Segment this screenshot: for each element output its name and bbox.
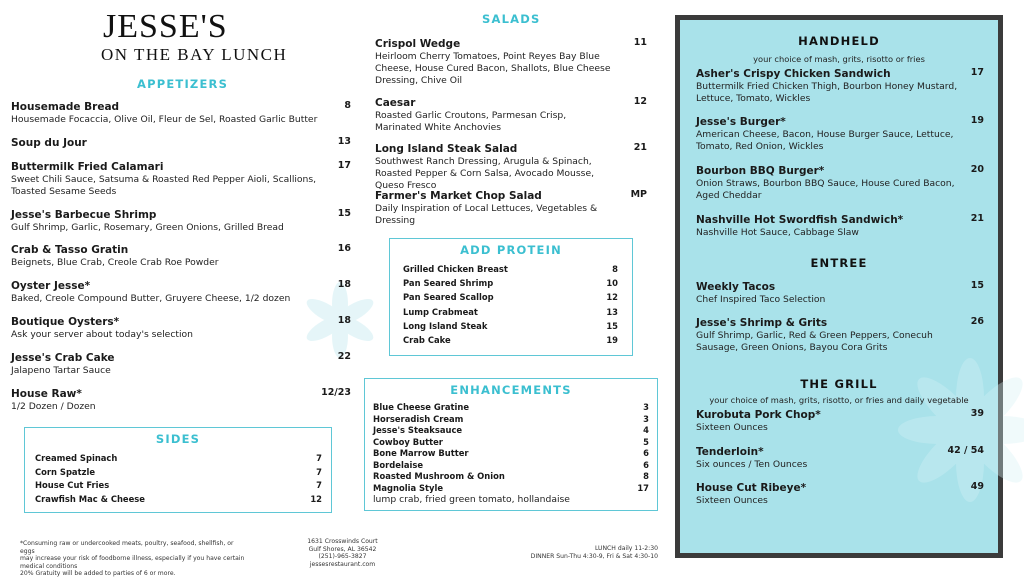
row-name: House Cut Fries (35, 480, 110, 490)
menu-item-price: 15 (337, 208, 351, 219)
menu-item-description: Onion Straws, Bourbon BBQ Sauce, House Cured Bacon, Aged Cheddar (696, 178, 955, 201)
address-block (300, 538, 385, 568)
salads-list (375, 37, 647, 229)
menu-item-name: Tenderloin* (696, 446, 764, 458)
sides-box (24, 427, 332, 513)
add-protein-list (403, 264, 618, 350)
menu-item-name: Kurobuta Pork Chop* (696, 409, 821, 421)
menu-item-price: 49 (970, 481, 984, 492)
price-row (373, 402, 649, 413)
price-row (403, 307, 618, 318)
menu-item (11, 315, 351, 341)
menu-item-name: Weekly Tacos (696, 281, 776, 293)
price-row (403, 278, 618, 289)
menu-item-price: 42 / 54 (947, 445, 984, 456)
menu-item-price: 21 (970, 213, 984, 224)
menu-item (696, 67, 984, 105)
menu-item-description: Roasted Garlic Croutons, Parmesan Crisp, Marinated White Anchovies (375, 110, 567, 133)
menu-item-description: Gulf Shrimp, Garlic, Rosemary, Green Onions, Grilled Bread (11, 222, 284, 233)
row-price: 6 (643, 448, 649, 458)
menu-item (11, 160, 351, 198)
menu-item (11, 387, 351, 413)
price-row (35, 494, 322, 505)
menu-item (11, 136, 351, 150)
menu-item-price: 21 (633, 142, 647, 153)
disclaimer (20, 540, 250, 578)
menu-item-description: Southwest Ranch Dressing, Arugula & Spinach, Roasted Pepper & Corn Salsa, Avocado Mousse, Queso Fresco (375, 156, 595, 191)
menu-item (11, 100, 351, 126)
menu-item-name: Nashville Hot Swordfish Sandwich* (696, 214, 904, 226)
row-price: 12 (606, 292, 618, 303)
menu-item (11, 279, 351, 305)
price-row (403, 335, 618, 346)
sides-list (35, 453, 322, 507)
price-row (373, 448, 649, 459)
row-name: Bone Marrow Butter (373, 448, 469, 458)
menu-item-name: Jesse's Burger* (696, 116, 786, 128)
price-row (373, 414, 649, 425)
menu-item (696, 408, 984, 434)
menu-item-description: Ask your server about today's selection (11, 329, 193, 340)
row-price: 3 (643, 413, 649, 424)
menu-item (375, 142, 647, 192)
appetizers-list (11, 100, 351, 420)
menu-item-name: Jesse's Crab Cake (11, 352, 115, 364)
menu-item-price: 18 (337, 279, 351, 290)
menu-item-price: 17 (337, 160, 351, 171)
row-name: Crab Cake (403, 335, 451, 345)
menu-item-description: Gulf Shrimp, Garlic, Red & Green Peppers, Conecuh Sausage, Green Onions, Bayou Cora Grits (696, 330, 933, 353)
row-price: 12 (310, 493, 322, 504)
menu-item-description: Jalapeno Tartar Sauce (11, 365, 111, 376)
enhancements-list (373, 402, 649, 506)
handheld-list (696, 67, 984, 247)
menu-item-description: Sweet Chili Sauce, Satsuma & Roasted Red Pepper Aioli, Scallions, Toasted Sesame Seeds (11, 174, 317, 197)
row-name: Pan Seared Scallop (403, 292, 494, 303)
row-price: 10 (606, 278, 618, 289)
row-name: Jesse's Steaksauce (373, 425, 463, 435)
row-name: Blue Cheese Gratine (373, 402, 470, 412)
menu-item-description: Six ounces / Ten Ounces (696, 459, 808, 470)
menu-item-description: Sixteen Ounces (696, 495, 768, 506)
menu-item-name: Asher's Crispy Chicken Sandwich (696, 68, 891, 80)
menu-item-price: 20 (970, 164, 984, 175)
menu-item-description: Sixteen Ounces (696, 422, 768, 433)
menu-item-price: 26 (970, 316, 984, 327)
row-name: Long Island Steak (403, 320, 488, 331)
menu-item (375, 37, 647, 87)
entree-heading: ENTREE (810, 256, 868, 270)
row-price: 19 (606, 335, 618, 345)
salads-heading: SALADS (482, 12, 541, 26)
menu-item-name: House Cut Ribeye* (696, 482, 807, 494)
disclaimer-line: *Consuming raw or undercooked meats, poultry, seafood, shellfish, or eggs (20, 540, 234, 555)
right-panel (680, 20, 998, 553)
hours-block (488, 545, 658, 560)
menu-item-description: Buttermilk Fried Chicken Thigh, Bourbon Honey Mustard, Lettuce, Tomato, Wickles (696, 81, 958, 104)
menu-item-name: Boutique Oysters* (11, 316, 120, 328)
menu-item-price: 17 (970, 67, 984, 78)
menu-item-price: 15 (970, 280, 984, 291)
add-protein-box (389, 238, 633, 356)
grill-list (696, 408, 984, 528)
menu-item-description: Baked, Creole Compound Butter, Gruyere Cheese, 1/2 dozen (11, 293, 291, 304)
row-price: 5 (643, 436, 649, 447)
menu-item-price: MP (630, 189, 647, 200)
menu-item (696, 164, 984, 202)
menu-item-name: Crispol Wedge (375, 38, 461, 50)
row-name: Crawfish Mac & Cheese (35, 493, 145, 504)
menu-item (11, 351, 351, 377)
menu-item (375, 96, 647, 134)
row-name: Cowboy Butter (373, 436, 443, 447)
menu-item-description: Housemade Focaccia, Olive Oil, Fleur de Sel, Roasted Garlic Butter (11, 114, 318, 125)
dinner-hours: DINNER Sun-Thu 4:30-9, Fri & Sat 4:30-10 (530, 552, 658, 560)
price-row (373, 471, 649, 482)
website-link[interactable]: jessesrestaurant.com (309, 560, 376, 568)
row-name: Horseradish Cream (373, 413, 464, 424)
price-row (373, 425, 649, 436)
right-panel-frame (675, 15, 1003, 558)
address-line: Gulf Shores, AL 36542 (308, 545, 377, 553)
restaurant-title: JESSE'S (103, 8, 228, 45)
menu-item-name: Caesar (375, 97, 416, 109)
menu-item-name: Jesse's Shrimp & Grits (696, 317, 828, 329)
menu-item-name: Crab & Tasso Gratin (11, 244, 129, 256)
menu-item-name: Housemade Bread (11, 101, 120, 113)
handheld-note: your choice of mash, grits, risotto or fries (753, 54, 925, 64)
row-price: 4 (643, 425, 649, 435)
enhancements-box (364, 378, 658, 511)
menu-item-price: 16 (337, 243, 351, 254)
price-row (35, 467, 322, 478)
row-price: 17 (637, 482, 649, 493)
menu-item (696, 115, 984, 153)
price-row (373, 437, 649, 448)
row-name: Magnolia Style (373, 482, 444, 493)
price-row (403, 264, 618, 275)
row-price: 3 (643, 402, 649, 412)
row-price: 6 (643, 459, 649, 470)
menu-item-description: 1/2 Dozen / Dozen (11, 401, 96, 412)
menu-item-description: American Cheese, Bacon, House Burger Sauce, Lettuce, Tomato, Red Onion, Wickles (696, 129, 954, 152)
menu-item-name: House Raw* (11, 388, 82, 400)
row-name: Creamed Spinach (35, 453, 118, 463)
row-price: 13 (606, 306, 618, 317)
menu-item-price: 8 (344, 100, 351, 111)
menu-item-description: Daily Inspiration of Local Lettuces, Vegetables & Dressing (375, 203, 598, 226)
row-name: Pan Seared Shrimp (403, 278, 494, 289)
menu-item-name: Oyster Jesse* (11, 280, 91, 292)
menu-item-description: Chef Inspired Taco Selection (696, 294, 826, 305)
row-price: 15 (606, 320, 618, 331)
enhancements-heading: ENHANCEMENTS (450, 383, 572, 397)
magnolia-description: lump crab, fried green tomato, hollandaise (373, 494, 570, 505)
row-name: Corn Spatzle (35, 466, 96, 477)
menu-item (696, 316, 984, 354)
menu-item-price: 11 (633, 37, 647, 48)
menu-item-price: 12 (633, 96, 647, 107)
disclaimer-line: medical conditions (20, 562, 78, 570)
row-name: Grilled Chicken Breast (403, 264, 508, 274)
gratuity-note: 20% Gratuity will be added to parties of 6 or more. (20, 570, 176, 577)
row-price: 8 (643, 471, 649, 481)
menu-item-price: 18 (337, 315, 351, 326)
row-name: Lump Crabmeat (403, 306, 478, 317)
row-name: Roasted Mushroom & Onion (373, 471, 505, 481)
menu-item-price: 39 (970, 408, 984, 419)
row-name: Bordelaise (373, 459, 424, 470)
grill-note: your choice of mash, grits, risotto, or fries and daily vegetable (709, 395, 969, 405)
menu-item-name: Long Island Steak Salad (375, 143, 518, 155)
price-row (373, 460, 649, 471)
row-price: 8 (612, 264, 618, 274)
menu-item-description: Heirloom Cherry Tomatoes, Point Reyes Bay Blue Cheese, House Cured Bacon, Shallots, Blue Cheese Dressing, Chive Oil (375, 51, 611, 86)
menu-item (11, 243, 351, 269)
price-row (35, 453, 322, 464)
menu-item-price: 22 (337, 351, 351, 362)
menu-item (696, 481, 984, 507)
restaurant-subtitle: ON THE BAY LUNCH (101, 45, 288, 64)
entree-list (696, 280, 984, 370)
price-row (403, 292, 618, 303)
sides-heading: SIDES (155, 432, 201, 446)
menu-item-name: Bourbon BBQ Burger* (696, 165, 825, 177)
menu-item-name: Farmer's Market Chop Salad (375, 190, 542, 202)
price-row (35, 480, 322, 491)
lunch-hours: LUNCH daily 11-2:30 (594, 545, 658, 552)
address-line: 1631 Crosswinds Court (307, 538, 378, 545)
menu-item-name: Soup du Jour (11, 137, 87, 149)
disclaimer-line: may increase your risk of foodborne illness, especially if you have certain (20, 555, 245, 562)
menu-item-description: Nashville Hot Sauce, Cabbage Slaw (696, 227, 859, 238)
handheld-heading: HANDHELD (798, 34, 880, 48)
menu-item-price: 12/23 (321, 387, 351, 398)
menu-item-price: 19 (970, 115, 984, 126)
menu-item-name: Buttermilk Fried Calamari (11, 161, 164, 173)
menu-item (696, 280, 984, 306)
row-price: 7 (316, 466, 322, 477)
menu-item (375, 189, 647, 227)
menu-item (696, 445, 984, 471)
menu-item (11, 208, 351, 234)
menu-item-description: Beignets, Blue Crab, Creole Crab Roe Powder (11, 257, 219, 268)
menu-item (696, 213, 984, 239)
appetizers-heading: APPETIZERS (137, 77, 229, 91)
menu-item-price: 13 (337, 136, 351, 147)
price-row (403, 321, 618, 332)
add-protein-heading: ADD PROTEIN (460, 243, 562, 257)
grill-heading: THE GRILL (800, 377, 878, 391)
row-price: 7 (316, 480, 322, 490)
menu-item-name: Jesse's Barbecue Shrimp (11, 209, 157, 221)
phone-number: (251)-965-3827 (318, 553, 367, 560)
row-price: 7 (316, 453, 322, 463)
price-row (373, 483, 649, 494)
